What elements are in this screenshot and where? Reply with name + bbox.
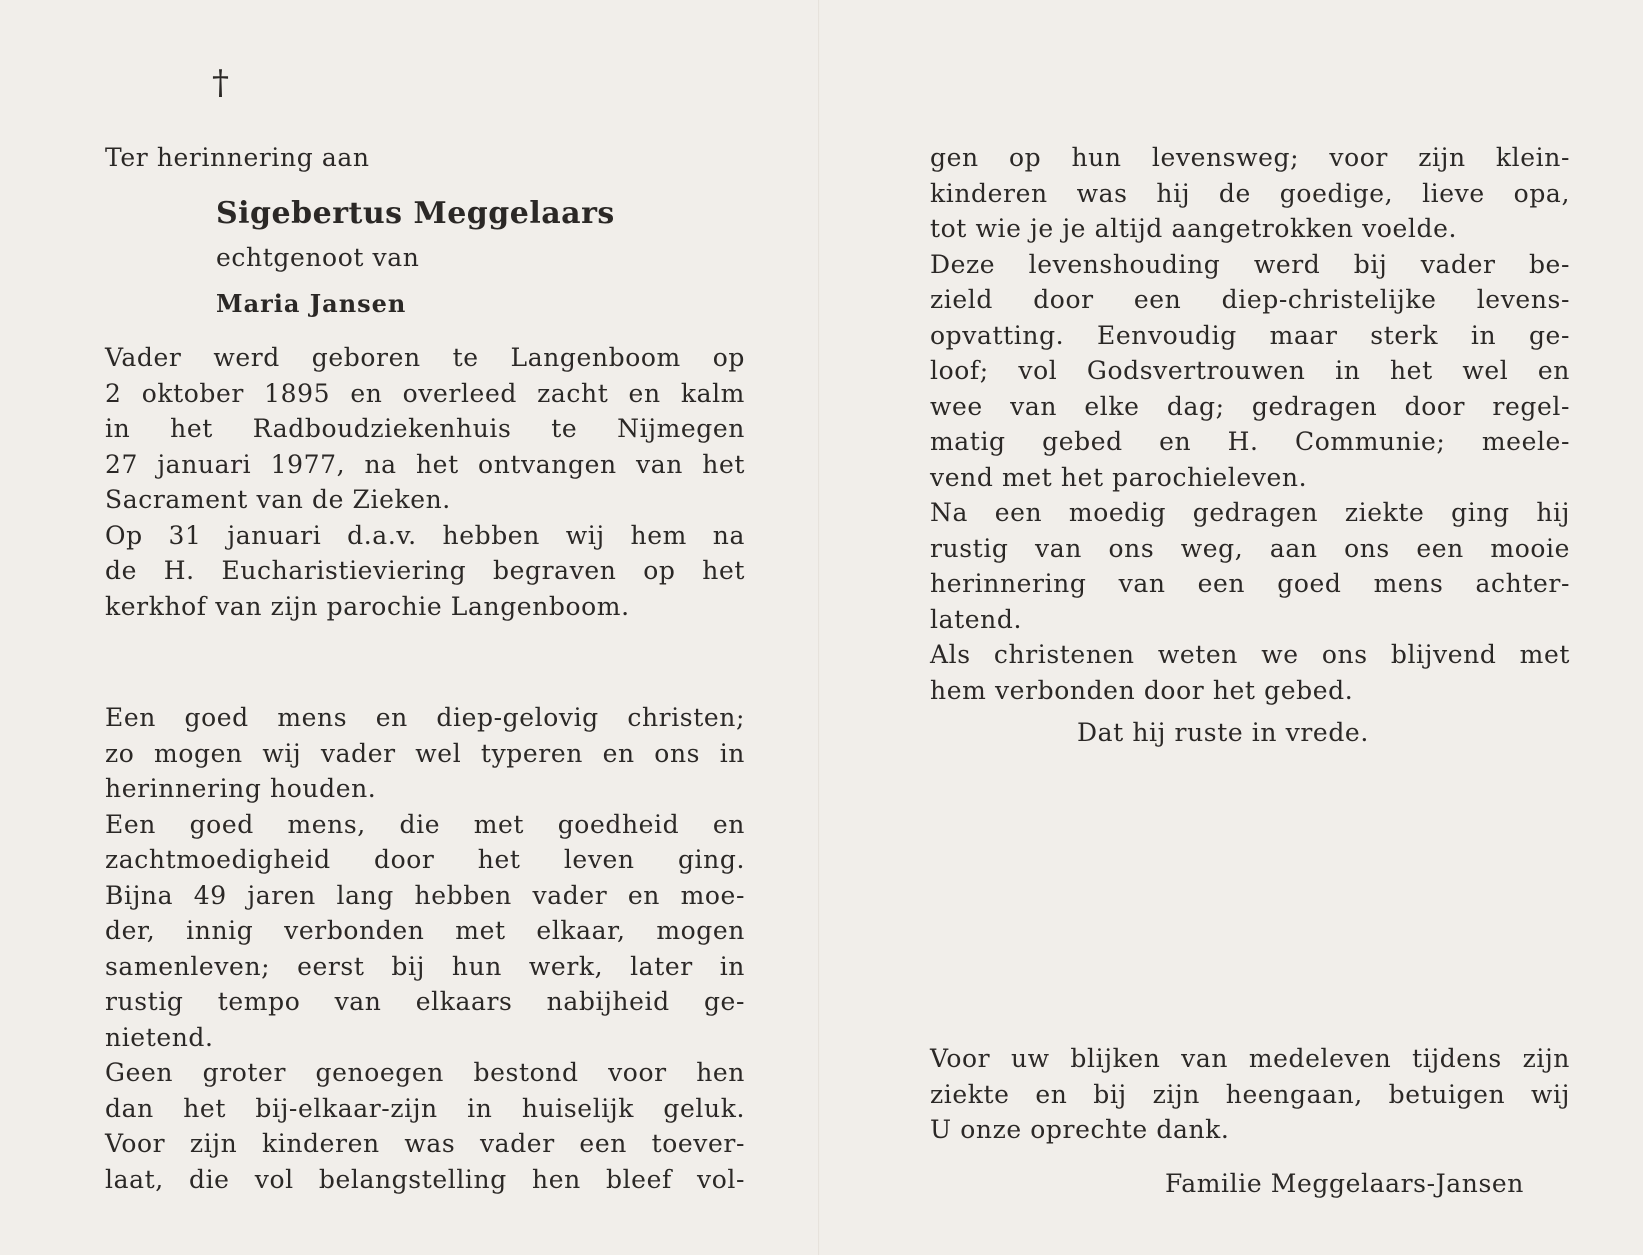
text-line: Sacrament van de Zieken. (105, 485, 451, 514)
text-line: wee van elke dag; gedragen door regel- (930, 391, 1570, 421)
text-line: 2 oktober 1895 en overleed zacht en kalm (105, 378, 745, 408)
card-fold (818, 0, 820, 1255)
signature-text: Familie Meggelaars-Jansen (1165, 1169, 1524, 1198)
text-line: Een goed mens en diep-gelovig christen; (105, 703, 745, 732)
text-line: herinnering van een goed mens achter- (930, 569, 1570, 598)
text-line: vend met het parochieleven. (930, 462, 1308, 492)
text-line: opvatting. Eenvoudig maar sterk in ge- (930, 320, 1570, 350)
text-line: Voor uw blijken van medeleven tijdens zijn (930, 1044, 1570, 1073)
text-line: loof; vol Godsvertrouwen in het wel en (930, 356, 1570, 385)
text-line: Voor zijn kinderen was vader een toever- (105, 1129, 745, 1158)
spouse-name: Maria Jansen (216, 289, 407, 318)
text-line: herinnering houden. (105, 774, 377, 803)
text-line: latend. (930, 604, 1022, 634)
text-line: kerkhof van zijn parochie Langenboom. (105, 591, 630, 621)
text-line: Na een moedig gedragen ziekte ging hij (930, 498, 1570, 527)
text-line: kinderen was hij de goedige, lieve opa, (930, 178, 1570, 208)
text-line: Een goed mens, die met goedheid en (105, 809, 745, 839)
text-line: de H. Eucharistieviering begraven op het (105, 556, 745, 585)
text-line: der, innig verbonden met elkaar, mogen (105, 916, 745, 945)
text-line: Vader werd geboren te Langenboom op (105, 343, 745, 372)
text-line: dan het bij-elkaar-zijn in huiselijk geluk. (105, 1093, 745, 1123)
relation-text: echtgenoot van (216, 243, 420, 272)
text-line: Geen groter genoegen bestond voor hen (105, 1058, 745, 1087)
deceased-name: Sigebertus Meggelaars (216, 196, 615, 231)
text-line: rustig van ons weg, aan ons een mooie (930, 533, 1570, 563)
text-line: 27 januari 1977, na het ontvangen van het (105, 449, 745, 479)
text-line: Op 31 januari d.a.v. hebben wij hem na (105, 520, 745, 550)
text-line: Deze levenshouding werd bij vader be- (930, 249, 1570, 279)
text-line: zachtmoedigheid door het leven ging. (105, 845, 745, 874)
text-line: nietend. (105, 1022, 214, 1052)
text-line: rustig tempo van elkaars nabijheid ge- (105, 987, 745, 1016)
text-line: laat, die vol belangstelling hen bleef vol- (105, 1164, 745, 1194)
text-line: Als christenen weten we ons blijvend met (930, 640, 1570, 669)
text-line: zield door een diep-christelijke levens- (930, 285, 1570, 314)
text-line: ziekte en bij zijn heengaan, betuigen wij (930, 1079, 1570, 1109)
text-line: matig gebed en H. Communie; meele- (930, 427, 1570, 456)
text-line: zo mogen wij vader wel typeren en ons in (105, 738, 745, 768)
text-line: samenleven; eerst bij hun werk, later in (105, 951, 745, 981)
text-line: U onze oprechte dank. (930, 1115, 1230, 1144)
text-line: hem verbonden door het gebed. (930, 675, 1354, 705)
text-line: gen op hun levensweg; voor zijn klein- (930, 143, 1570, 172)
text-line: Bijna 49 jaren lang hebben vader en moe- (105, 880, 745, 910)
intro-text: Ter herinnering aan (105, 143, 370, 172)
text-line: in het Radboudziekenhuis te Nijmegen (105, 414, 745, 443)
cross-icon: † (212, 63, 229, 103)
blessing-text: Dat hij ruste in vrede. (1077, 718, 1369, 747)
text-line: tot wie je je altijd aangetrokken voelde. (930, 214, 1458, 243)
